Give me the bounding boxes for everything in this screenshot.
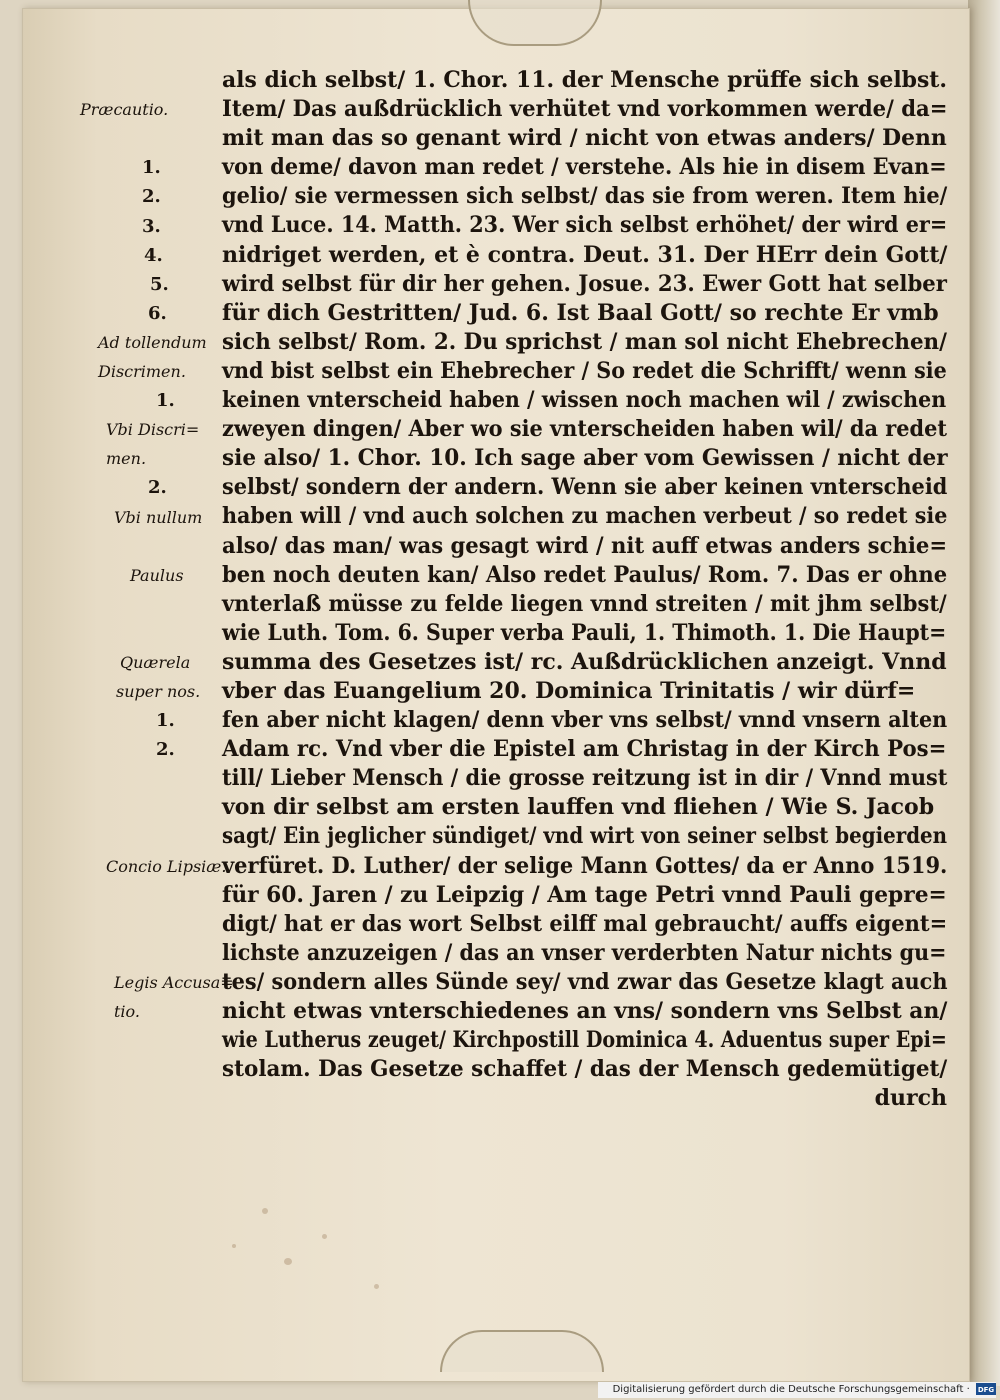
text-line: gelio/ sie vermessen sich selbst/ das sie from weren. Item hie/ [222, 183, 948, 210]
margin-note: Discrimen. [98, 362, 186, 381]
margin-note: tio. [114, 1002, 140, 1022]
text-line: von deme/ davon man redet / verstehe. Als hie in disem Evan= [222, 154, 947, 181]
page-clip-bottom [440, 1330, 604, 1372]
text-line: ben noch deuten kan/ Also redet Paulus/ Rom. 7. Das er ohne [222, 561, 948, 588]
text-line: summa des Gesetzes ist/ rc. Außdrücklichen anzeigt. Vnnd [222, 648, 947, 675]
margin-numeral: 2. [156, 739, 175, 761]
footer-credit [598, 1382, 996, 1398]
text-line: fen aber nicht klagen/ denn vber vns selbst/ vnnd vnsern alten [222, 707, 948, 734]
text-line: keinen vnterscheid haben / wissen noch machen wil / zwischen [222, 387, 947, 414]
text-line: vnterlaß müsse zu felde liegen vnnd streiten / mit jhm selbst/ [222, 590, 947, 617]
margin-note: Quærela [120, 653, 191, 672]
svg-text:DFG: DFG [977, 1386, 995, 1394]
footer-credit-text: Digitalisierung gefördert durch die Deutsche Forschungsgemeinschaft [612, 1384, 964, 1395]
text-line: mit man das so genant wird / nicht von etwas anders/ Denn [222, 125, 947, 152]
text-line: vnd bist selbst ein Ehebrecher / So redet die Schrifft/ wenn sie [222, 357, 947, 384]
margin-note: Legis Accusa= [114, 973, 234, 993]
margin-numeral: 1. [156, 710, 175, 732]
text-line: Adam rc. Vnd vber die Epistel am Christag in der Kirch Pos= [222, 736, 947, 763]
text-line: wie Luth. Tom. 6. Super verba Pauli, 1. Thimoth. 1. Die Haupt= [222, 619, 947, 646]
text-line: nicht etwas vnterschiedenes an vns/ sondern vns Selbst an/ [222, 998, 948, 1024]
foxing-spot [262, 1208, 268, 1214]
foxing-spot [284, 1258, 292, 1265]
margin-note: Vbi nullum [114, 507, 203, 527]
text-line: Item/ Das außdrücklich verhütet vnd vorkommen werde/ da= [222, 96, 948, 123]
text-line: haben will / vnd auch solchen zu machen verbeut / so redet sie [222, 503, 948, 530]
footer-separator: · [966, 1384, 973, 1395]
margin-numeral: 2. [148, 477, 167, 499]
text-line: sagt/ Ein jeglicher sündiget/ vnd wirt von seiner selbst begierden [222, 823, 948, 850]
text-line: verfüret. D. Luther/ der selige Mann Gottes/ da er Anno 1519. [222, 852, 948, 879]
text-line: wie Lutherus zeuget/ Kirchpostill Dominica 4. Aduentus super Epi= [222, 1027, 947, 1054]
margin-numeral: 3. [142, 215, 161, 237]
margin-numeral: 2. [142, 186, 161, 208]
margin-numeral: 1. [156, 390, 175, 412]
text-line: till/ Lieber Mensch / die grosse reitzung ist in dir / Vnnd must [222, 765, 948, 792]
text-line: selbst/ sondern der andern. Wenn sie aber keinen vnterscheid [222, 474, 948, 501]
text-line: stolam. Das Gesetze schaffet / das der Mensch gedemütiget/ [222, 1056, 948, 1083]
foxing-spot [232, 1244, 236, 1248]
text-line: vnd Luce. 14. Matth. 23. Wer sich selbst erhöhet/ der wird er= [222, 212, 948, 239]
text-line: lichste anzuzeigen / das an vnser verderbten Natur nichts gu= [222, 939, 947, 966]
text-line: tes/ sondern alles Sünde sey/ vnd zwar das Gesetze klagt auch [222, 968, 948, 995]
catchword: durch [874, 1085, 947, 1112]
text-line: sie also/ 1. Chor. 10. Ich sage aber vom Gewissen / nicht der [222, 445, 948, 472]
margin-note: Vbi Discri= [106, 420, 200, 440]
margin-numeral: 6. [148, 302, 167, 324]
text-line: sich selbst/ Rom. 2. Du sprichst / man sol nicht Ehebrechen/ [222, 328, 947, 355]
dfg-logo-icon [976, 1383, 996, 1395]
foxing-spot [322, 1234, 327, 1239]
margin-numeral: 5. [150, 273, 169, 295]
margin-note: Ad tollendum [98, 332, 207, 352]
margin-note: super nos. [116, 682, 201, 702]
text-line: als dich selbst/ 1. Chor. 11. der Mensche prüffe sich selbst. [222, 67, 948, 93]
text-line: wird selbst für dir her gehen. Josue. 23. Ewer Gott hat selber [222, 270, 947, 297]
body-text [222, 66, 957, 1113]
margin-note: Præcautio. [80, 100, 169, 120]
text-line: für 60. Jaren / zu Leipzig / Am tage Petri vnnd Pauli gepre= [222, 881, 947, 908]
margin-note: Concio Lipsiæ. [106, 856, 227, 876]
margin-numeral: 4. [144, 244, 163, 266]
text-line: also/ das man/ was gesagt wird / nit auff etwas anders schie= [222, 532, 948, 559]
margin-numeral: 1. [142, 157, 161, 179]
text-line: zweyen dingen/ Aber wo sie vnterscheiden haben wil/ da redet [222, 416, 948, 443]
text-line: nidriget werden, et è contra. Deut. 31. Der HErr dein Gott/ [222, 241, 948, 268]
margin-note: men. [106, 449, 147, 469]
text-line: für dich Gestritten/ Jud. 6. Ist Baal Gott/ so rechte Er vmb [222, 299, 939, 326]
text-line: von dir selbst am ersten lauffen vnd fliehen / Wie S. Jacob [222, 794, 935, 821]
foxing-spot [374, 1284, 379, 1289]
text-line: digt/ hat er das wort Selbst eilff mal gebraucht/ auffs eigent= [222, 910, 948, 937]
book-edge [968, 0, 1000, 1386]
margin-note: Paulus [130, 565, 184, 585]
text-line: vber das Euangelium 20. Dominica Trinitatis / wir dürf= [222, 677, 916, 704]
